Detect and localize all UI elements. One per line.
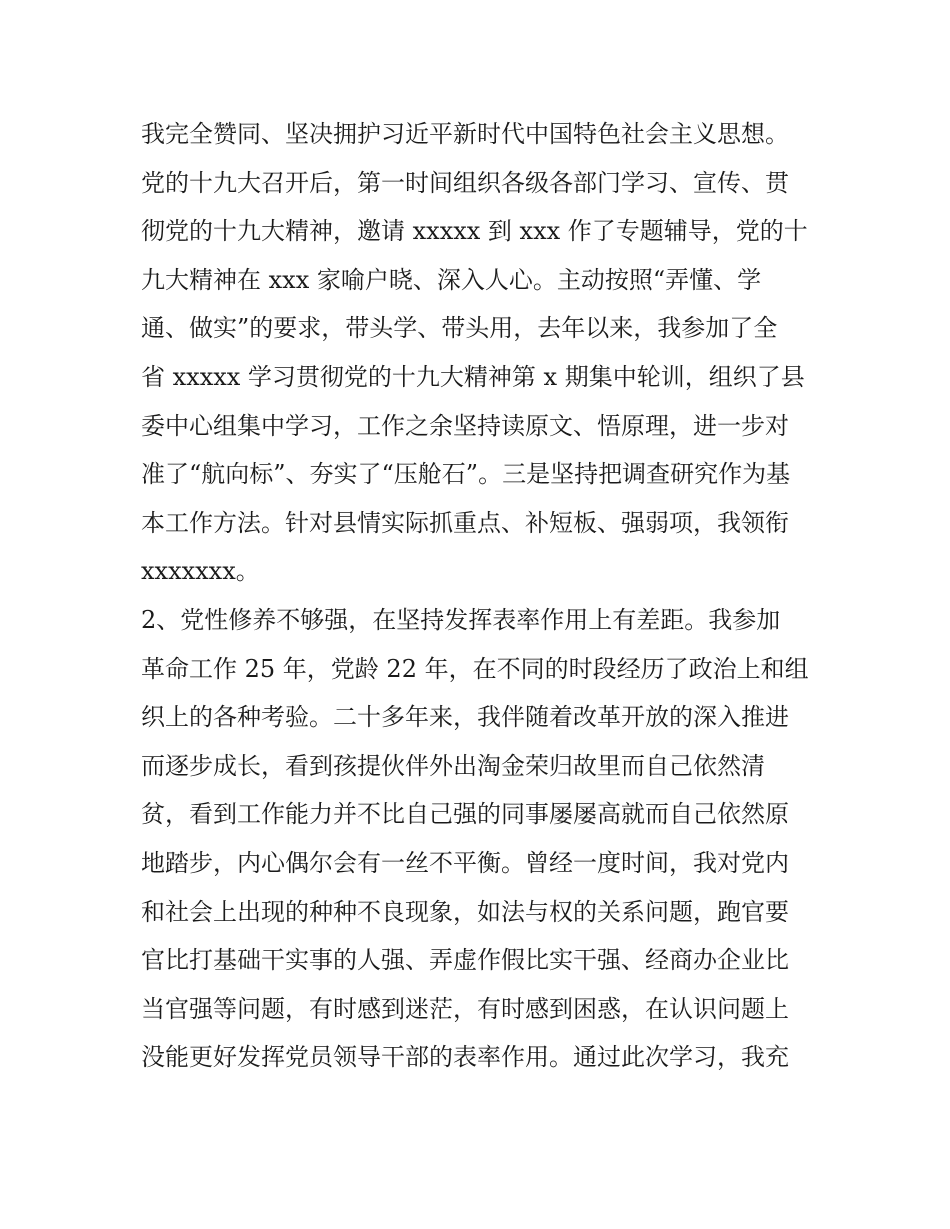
text-line: 革命工作 25 年，党龄 22 年，在不同的时段经历了政治上和组: [141, 654, 809, 683]
text-line: 织上的各种考验。二十多年来，我伴随着改革开放的深入推进: [141, 703, 789, 732]
text-line: 省 xxxxx 学习贯彻党的十九大精神第 x 期集中轮训，组织了县: [141, 362, 805, 391]
text-line: 和社会上出现的种种不良现象，如法与权的关系问题，跑官要: [141, 897, 789, 926]
text-line: 九大精神在 xxx 家喻户晓、深入人心。主动按照“弄懂、学: [141, 265, 762, 294]
text-line: 没能更好发挥党员领导干部的表率作用。通过此次学习，我充: [141, 1043, 789, 1072]
text-line: 贫，看到工作能力并不比自己强的同事屡屡高就而自己依然原: [141, 800, 789, 829]
text-line: 地踏步，内心偶尔会有一丝不平衡。曾经一度时间，我对党内: [141, 848, 789, 877]
document-body: [141, 110, 821, 1082]
text-line: 当官强等问题，有时感到迷茫，有时感到困惑，在认识问题上: [141, 994, 789, 1023]
text-line: 我完全赞同、坚决拥护习近平新时代中国特色社会主义思想。: [141, 120, 789, 148]
text-line: xxxxxxx。: [141, 557, 260, 586]
text-line: 党的十九大召开后，第一时间组织各级各部门学习、宣传、贯: [141, 168, 789, 197]
text-line: 而逐步成长，看到孩提伙伴外出淘金荣归故里而自己依然清: [141, 751, 765, 780]
text-line: 通、做实”的要求，带头学、带头用，去年以来，我参加了全: [141, 314, 778, 343]
text-line: 准了“航向标”、夯实了“压舱石”。三是坚持把调查研究作为基: [141, 460, 791, 489]
text-line: 委中心组集中学习，工作之余坚持读原文、悟原理，进一步对: [141, 411, 789, 440]
text-line: 本工作方法。针对县情实际抓重点、补短板、强弱项，我领衔: [141, 508, 789, 537]
text-line: 彻党的十九大精神，邀请 xxxxx 到 xxx 作了专题辅导，党的十: [141, 217, 808, 246]
text-line: 官比打基础干实事的人强、弄虚作假比实干强、经商办企业比: [141, 946, 789, 975]
section-heading-line: 2、党性修养不够强，在坚持发挥表率作用上有差距。我参加: [141, 605, 781, 634]
